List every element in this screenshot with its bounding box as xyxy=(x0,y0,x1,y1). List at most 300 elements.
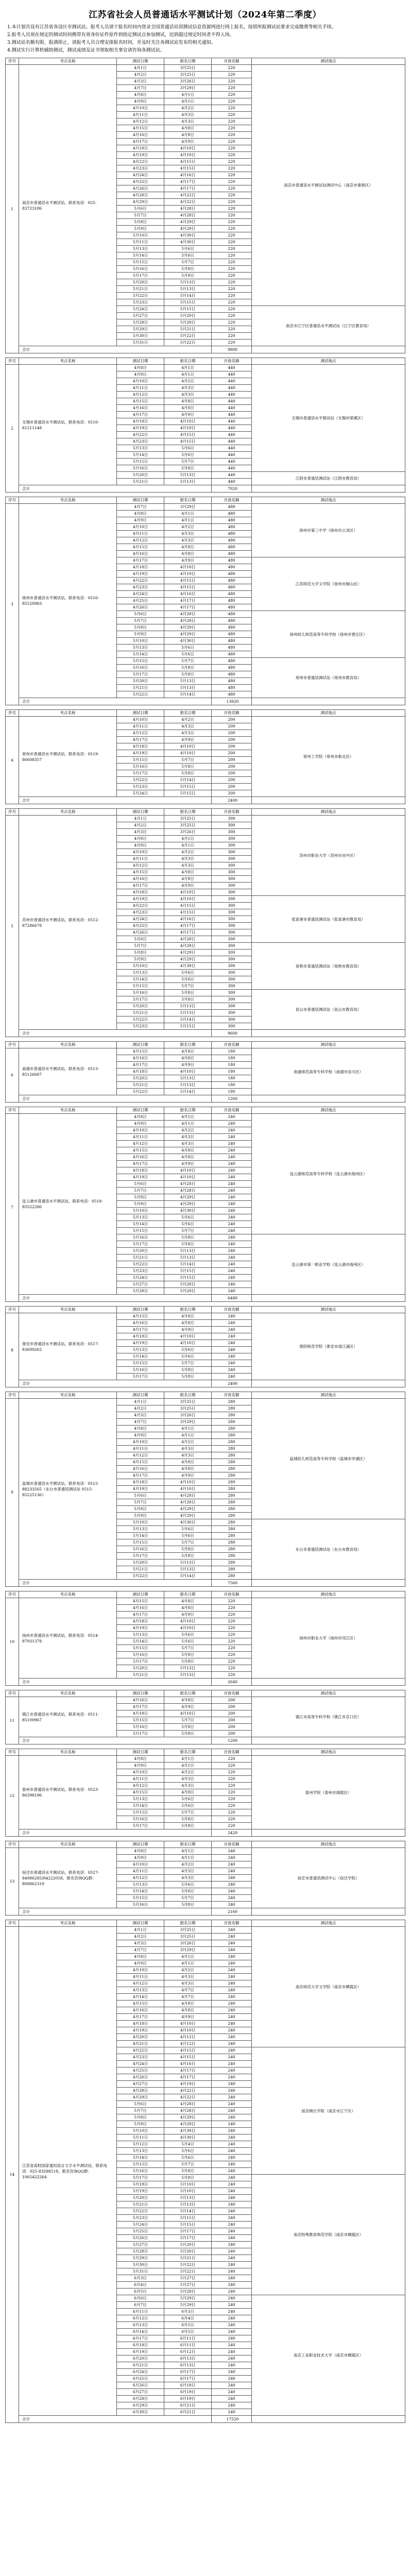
test-date: 5月30日 xyxy=(117,333,164,340)
quota: 240 xyxy=(212,2081,252,2088)
signup-date: 5月13日 xyxy=(164,2195,212,2201)
quota: 220 xyxy=(212,98,252,105)
test-date: 4月17日 xyxy=(117,412,164,418)
signup-date: 4月29日 xyxy=(164,631,212,638)
table-row xyxy=(6,1927,405,1934)
quota: 440 xyxy=(212,452,252,459)
total-blank xyxy=(252,346,405,353)
signup-date: 5月13日 xyxy=(164,1010,212,1016)
signup-date: 3月29日 xyxy=(164,504,212,511)
table-row xyxy=(6,1697,405,1704)
signup-date: 5月8日 xyxy=(164,2175,212,2181)
quota: 240 xyxy=(212,2248,252,2255)
test-date: 4月18日 xyxy=(117,1167,164,1174)
column-header: 考点名称 xyxy=(19,1749,117,1756)
signup-date: 5月6日 xyxy=(164,445,212,452)
column-header: 测试日期 xyxy=(117,1392,164,1399)
signup-date: 3月29日 xyxy=(164,1419,212,1426)
signup-date: 4月9日 xyxy=(164,1062,212,1069)
column-header: 考点名称 xyxy=(19,1107,117,1114)
quota: 200 xyxy=(212,750,252,757)
test-date: 4月11日 xyxy=(117,1446,164,1452)
signup-date: 4月29日 xyxy=(164,1513,212,1519)
test-venue: 江苏师范大学文学院（徐州市铜山区） xyxy=(252,557,405,611)
test-date: 5月6日 xyxy=(117,1493,164,1499)
quota: 240 xyxy=(212,1934,252,1940)
signup-date: 4月15日 xyxy=(164,2047,212,2054)
test-date: 5月16日 xyxy=(117,1367,164,1374)
test-date: 4月17日 xyxy=(117,2014,164,2021)
signup-date: 4月22日 xyxy=(164,2088,212,2094)
test-date: 5月22日 xyxy=(117,777,164,784)
column-header: 测试地点 xyxy=(252,58,405,65)
quota: 220 xyxy=(212,185,252,192)
signup-date: 4月29日 xyxy=(164,956,212,963)
test-date: 5月19日 xyxy=(117,2188,164,2195)
total-label: 合计 xyxy=(19,1295,212,1302)
test-date: 4月26日 xyxy=(117,929,164,936)
column-header: 序号 xyxy=(6,497,19,504)
test-date: 5月20日 xyxy=(117,1560,164,1566)
quota: 240 xyxy=(212,1980,252,1987)
quota: 480 xyxy=(212,544,252,551)
quota: 440 xyxy=(212,459,252,465)
quota: 200 xyxy=(212,1731,252,1737)
header-row xyxy=(6,710,405,717)
test-date: 4月17日 xyxy=(117,557,164,564)
signup-date: 5月6日 xyxy=(164,452,212,459)
quota: 300 xyxy=(212,923,252,929)
signup-date: 5月13日 xyxy=(164,678,212,685)
test-date: 4月8日 xyxy=(117,1114,164,1121)
quota: 280 xyxy=(212,1526,252,1533)
test-date: 5月10日 xyxy=(117,232,164,239)
quota: 240 xyxy=(212,1960,252,1967)
quota: 240 xyxy=(212,2141,252,2148)
signup-date: 4月3日 xyxy=(164,118,212,125)
test-date: 5月10日 xyxy=(117,963,164,970)
test-date: 5月6日 xyxy=(117,206,164,212)
column-header: 考点名称 xyxy=(19,1690,117,1697)
column-header: 报名日期 xyxy=(164,1591,212,1598)
column-header: 测试日期 xyxy=(117,1042,164,1048)
test-date: 5月17日 xyxy=(117,1374,164,1380)
quota: 240 xyxy=(212,2001,252,2007)
quota: 300 xyxy=(212,963,252,970)
column-header: 序号 xyxy=(6,1307,19,1313)
quota: 240 xyxy=(212,2382,252,2389)
quota: 220 xyxy=(212,239,252,246)
signup-date: 5月7日 xyxy=(164,658,212,665)
quota: 240 xyxy=(212,2067,252,2074)
signup-date: 4月28日 xyxy=(164,936,212,943)
quota: 240 xyxy=(212,1181,252,1188)
signup-date: 4月15日 xyxy=(164,165,212,172)
column-header: 测试地点 xyxy=(252,497,405,504)
quota: 240 xyxy=(212,2027,252,2034)
quota: 180 xyxy=(212,1082,252,1089)
signup-date: 4月1日 xyxy=(164,1121,212,1127)
signup-date: 5月13日 xyxy=(164,1248,212,1255)
signup-date: 6月4日 xyxy=(164,2315,212,2322)
quota: 240 xyxy=(212,1868,252,1875)
test-date: 4月16日 xyxy=(117,1605,164,1612)
schedule-table xyxy=(5,1591,405,1686)
signup-date: 4月8日 xyxy=(164,1055,212,1062)
quota: 240 xyxy=(212,1374,252,1380)
quota: 300 xyxy=(212,943,252,950)
test-date: 4月7日 xyxy=(117,1419,164,1426)
signup-date: 5月13日 xyxy=(164,1003,212,1010)
quota: 220 xyxy=(212,212,252,219)
quota: 200 xyxy=(212,1697,252,1704)
signup-date: 5月6日 xyxy=(164,2155,212,2161)
notes-block xyxy=(7,24,403,55)
signup-date: 5月6日 xyxy=(164,651,212,658)
signup-date: 5月6日 xyxy=(164,1796,212,1803)
signup-date: 4月9日 xyxy=(164,1704,212,1710)
quota: 220 xyxy=(212,118,252,125)
section-gap xyxy=(5,804,405,808)
table-row xyxy=(6,1598,405,1605)
quota: 240 xyxy=(212,1268,252,1275)
quota: 480 xyxy=(212,624,252,631)
signup-date: 5月15日 xyxy=(164,790,212,797)
signup-date: 4月8日 xyxy=(164,551,212,557)
quota: 240 xyxy=(212,1882,252,1888)
signup-date: 4月28日 xyxy=(164,2108,212,2114)
signup-date: 5月14日 xyxy=(164,1261,212,1268)
header-row xyxy=(6,58,405,65)
quota: 220 xyxy=(212,145,252,152)
quota: 240 xyxy=(212,1875,252,1882)
test-date: 5月25日 xyxy=(117,2228,164,2235)
test-date: 4月22日 xyxy=(117,159,164,165)
quota: 220 xyxy=(212,1605,252,1612)
schedule-table xyxy=(5,709,405,804)
signup-date: 4月10日 xyxy=(164,1333,212,1340)
quota: 300 xyxy=(212,816,252,822)
schedule-table xyxy=(5,1392,405,1587)
test-date: 4月18日 xyxy=(117,1069,164,1075)
quota: 200 xyxy=(212,717,252,723)
signup-date: 4月10日 xyxy=(164,1710,212,1717)
quota: 240 xyxy=(212,1248,252,1255)
schedule-table xyxy=(5,58,405,353)
test-date: 4月1日 xyxy=(117,65,164,72)
quota: 240 xyxy=(212,1275,252,1281)
column-header: 测试日期 xyxy=(117,497,164,504)
test-date: 5月17日 xyxy=(117,1731,164,1737)
schedule-table xyxy=(5,1306,405,1387)
quota: 240 xyxy=(212,1327,252,1333)
quota: 240 xyxy=(212,2168,252,2175)
quota: 280 xyxy=(212,1506,252,1513)
column-header: 考点名称 xyxy=(19,358,117,365)
quota: 300 xyxy=(212,896,252,903)
total-label: 合计 xyxy=(19,1908,212,1916)
test-venue: 昆山市普通话测试站（昆山市教育局） xyxy=(252,990,405,1030)
test-date: 4月9日 xyxy=(117,842,164,849)
test-date: 4月23日 xyxy=(117,165,164,172)
test-date: 5月15日 xyxy=(117,2161,164,2168)
quota: 220 xyxy=(212,105,252,112)
test-date: 5月23日 xyxy=(117,784,164,790)
quota: 280 xyxy=(212,1560,252,1566)
test-date: 5月17日 xyxy=(117,1553,164,1560)
column-header: 序号 xyxy=(6,1392,19,1399)
station-seq: 9 xyxy=(6,1399,19,1587)
table-row xyxy=(6,65,405,72)
quota: 300 xyxy=(212,849,252,856)
signup-date: 4月9日 xyxy=(164,557,212,564)
test-date: 5月20日 xyxy=(117,279,164,286)
test-date: 6月11日 xyxy=(117,2309,164,2315)
signup-date: 3月25日 xyxy=(164,822,212,829)
column-header: 测试地点 xyxy=(252,358,405,365)
test-date: 5月22日 xyxy=(117,293,164,299)
test-date: 5月13日 xyxy=(117,445,164,452)
quota: 280 xyxy=(212,1472,252,1479)
section-gap xyxy=(5,353,405,358)
table-row xyxy=(6,1114,405,1121)
test-date: 5月20日 xyxy=(117,472,164,479)
header-row xyxy=(6,1392,405,1399)
signup-date: 4月3日 xyxy=(164,1452,212,1459)
column-header: 测试日期 xyxy=(117,1307,164,1313)
test-venue: 连云港师范高等专科学校（连云港市海州区） xyxy=(252,1114,405,1234)
quota: 220 xyxy=(212,1776,252,1783)
test-date: 5月22日 xyxy=(117,2208,164,2215)
quota: 200 xyxy=(212,790,252,797)
quota: 220 xyxy=(212,1803,252,1809)
test-date: 5月16日 xyxy=(117,1816,164,1823)
test-date: 4月9日 xyxy=(117,1432,164,1439)
signup-date: 4月3日 xyxy=(164,1776,212,1783)
signup-date: 4月7日 xyxy=(164,1994,212,2001)
test-date: 4月23日 xyxy=(117,584,164,591)
signup-date: 4月3日 xyxy=(164,1141,212,1147)
quota: 440 xyxy=(212,432,252,438)
quota: 280 xyxy=(212,1493,252,1499)
signup-date: 4月17日 xyxy=(164,923,212,929)
quota: 240 xyxy=(212,1141,252,1147)
signup-date: 5月7日 xyxy=(164,1717,212,1724)
signup-date: 4月28日 xyxy=(164,1181,212,1188)
signup-date: 5月22日 xyxy=(164,340,212,346)
test-date: 5月15日 xyxy=(117,757,164,764)
station-section xyxy=(5,709,405,804)
test-date: 4月11日 xyxy=(117,1134,164,1141)
total-blank xyxy=(252,698,405,705)
quota: 240 xyxy=(212,1967,252,1974)
signup-date: 5月14日 xyxy=(164,2208,212,2215)
total-blank xyxy=(252,1030,405,1037)
header-row xyxy=(6,809,405,816)
test-date: 5月8日 xyxy=(117,624,164,631)
station-seq: 8 xyxy=(6,1313,19,1387)
quota: 440 xyxy=(212,365,252,371)
total-row xyxy=(6,1679,405,1686)
schedule-table xyxy=(5,358,405,493)
signup-date: 4月8日 xyxy=(164,1598,212,1605)
quota: 220 xyxy=(212,293,252,299)
quota: 480 xyxy=(212,658,252,665)
column-header: 考点名称 xyxy=(19,1591,117,1598)
signup-date: 4月10日 xyxy=(164,896,212,903)
signup-date: 4月7日 xyxy=(164,1987,212,1994)
signup-date: 4月1日 xyxy=(164,1954,212,1960)
signup-date: 4月1日 xyxy=(164,836,212,842)
quota: 440 xyxy=(212,371,252,378)
signup-date: 4月3日 xyxy=(164,537,212,544)
test-date: 4月19日 xyxy=(117,425,164,432)
quota: 240 xyxy=(212,2208,252,2215)
signup-date: 4月10日 xyxy=(164,1479,212,1486)
quota: 240 xyxy=(212,2108,252,2114)
signup-date: 4月15日 xyxy=(164,159,212,165)
signup-date: 5月8日 xyxy=(164,1241,212,1248)
signup-date: 4月29日 xyxy=(164,624,212,631)
signup-date: 5月27日 xyxy=(164,2282,212,2289)
test-date: 4月16日 xyxy=(117,1320,164,1327)
signup-date: 4月9日 xyxy=(164,883,212,889)
station-info: 南京市普通话水平测试站，联系电话：025-83723186 xyxy=(19,65,117,346)
quota: 240 xyxy=(212,2215,252,2222)
quota: 240 xyxy=(212,1353,252,1360)
signup-date: 4月15日 xyxy=(164,2054,212,2061)
test-date: 4月14日 xyxy=(117,1994,164,2001)
quota: 200 xyxy=(212,784,252,790)
test-date: 4月9日 xyxy=(117,1855,164,1861)
quota: 240 xyxy=(212,1927,252,1934)
test-date: 5月8日 xyxy=(117,1506,164,1513)
test-date: 4月10日 xyxy=(117,105,164,112)
signup-date: 5月6日 xyxy=(164,976,212,983)
test-venue: 泰州学院（泰州市海陵区） xyxy=(252,1756,405,1829)
quota: 300 xyxy=(212,1023,252,1030)
signup-date: 4月8日 xyxy=(164,1605,212,1612)
signup-date: 4月8日 xyxy=(164,2007,212,2014)
signup-date: 4月12日 xyxy=(164,2034,212,2041)
total-value: 2400 xyxy=(212,1380,252,1387)
quota: 200 xyxy=(212,770,252,777)
station-section xyxy=(5,358,405,493)
test-date: 5月14日 xyxy=(117,1803,164,1809)
test-date: 6月18日 xyxy=(117,2342,164,2349)
station-section xyxy=(5,58,405,353)
test-date: 5月13日 xyxy=(117,645,164,651)
test-date: 4月26日 xyxy=(117,604,164,611)
signup-date: 5月6日 xyxy=(164,1533,212,1539)
quota: 480 xyxy=(212,557,252,564)
test-venue: 淮阴师范学院（淮安市清江浦区） xyxy=(252,1313,405,1380)
signup-date: 5月6日 xyxy=(164,1347,212,1353)
column-header: 考点名称 xyxy=(19,1392,117,1399)
signup-date: 4月3日 xyxy=(164,385,212,392)
signup-date: 4月1日 xyxy=(164,1756,212,1762)
signup-date: 4月9日 xyxy=(164,1327,212,1333)
test-date: 4月18日 xyxy=(117,2021,164,2027)
quota: 240 xyxy=(212,1194,252,1201)
signup-date: 5月7日 xyxy=(164,1539,212,1546)
test-date: 4月19日 xyxy=(117,750,164,757)
test-venue: 徐州幼儿师范高等专科学校（徐州市贾汪区） xyxy=(252,611,405,658)
signup-date: 4月1日 xyxy=(164,1426,212,1432)
test-date: 5月16日 xyxy=(117,764,164,770)
quota: 240 xyxy=(212,1347,252,1353)
test-date: 5月17日 xyxy=(117,996,164,1003)
quota: 440 xyxy=(212,425,252,432)
station-info: 宿迁市普通话水平测试站，联系电话：0527-84986285/84222058，报名咨询QQ群：808862319 xyxy=(19,1848,117,1908)
signup-date: 4月2日 xyxy=(164,1127,212,1134)
quota: 280 xyxy=(212,1573,252,1580)
header-row xyxy=(6,1841,405,1848)
signup-date: 5月4日 xyxy=(164,2141,212,2148)
total-value: 7920 xyxy=(212,485,252,493)
station-info: 无锡市普通话水平测试站，联系电话：0510-81211148 xyxy=(19,365,117,485)
note-line: 4.测试实行计算机辅助测试，测试成绩及证书领取相关事宜请咨询各测试站。 xyxy=(7,48,165,53)
signup-date: 4月28日 xyxy=(164,206,212,212)
quota: 280 xyxy=(212,1405,252,1412)
signup-date: 4月2日 xyxy=(164,1769,212,1776)
column-header: 测试日期 xyxy=(117,1841,164,1848)
signup-date: 6月17日 xyxy=(164,2369,212,2376)
test-date: 4月23日 xyxy=(117,909,164,916)
test-date: 4月10日 xyxy=(117,378,164,385)
note-line: 3.测试站名额有限，报满即止，请报考人员合理安排报名时间，并及时关注各测试站发布的相关通知。 xyxy=(7,40,216,45)
quota: 240 xyxy=(212,2195,252,2201)
signup-date: 3月25日 xyxy=(164,1405,212,1412)
test-date: 5月14日 xyxy=(117,1533,164,1539)
test-date: 6月28日 xyxy=(117,2396,164,2402)
test-date: 4月20日 xyxy=(117,2034,164,2041)
signup-date: 4月10日 xyxy=(164,1069,212,1075)
signup-date: 5月13日 xyxy=(164,1566,212,1573)
quota: 280 xyxy=(212,1459,252,1466)
signup-date: 4月30日 xyxy=(164,2134,212,2141)
quota: 240 xyxy=(212,1147,252,1154)
signup-date: 5月13日 xyxy=(164,1255,212,1261)
quota: 220 xyxy=(212,1809,252,1816)
signup-date: 4月3日 xyxy=(164,862,212,869)
station-info: 连云港市普通话水平测试站，联系电话：0518-85522286 xyxy=(19,1114,117,1295)
total-value: 2400 xyxy=(212,797,252,804)
test-date: 4月8日 xyxy=(117,1848,164,1855)
signup-date: 4月10日 xyxy=(164,2021,212,2027)
quota: 240 xyxy=(212,2275,252,2282)
test-date: 5月17日 xyxy=(117,1823,164,1829)
signup-date: 5月15日 xyxy=(164,1268,212,1275)
total-row xyxy=(6,2416,405,2423)
test-date: 4月19日 xyxy=(117,1486,164,1493)
quota: 300 xyxy=(212,983,252,990)
quota: 200 xyxy=(212,764,252,770)
signup-date: 4月1日 xyxy=(164,1114,212,1121)
quota: 240 xyxy=(212,2222,252,2228)
total-blank xyxy=(252,1095,405,1103)
quota: 440 xyxy=(212,445,252,452)
test-date: 4月23日 xyxy=(117,438,164,445)
signup-date: 5月17日 xyxy=(164,2228,212,2235)
quota: 300 xyxy=(212,909,252,916)
signup-date: 4月10日 xyxy=(164,2027,212,2034)
test-date: 4月18日 xyxy=(117,1333,164,1340)
station-seq: 3 xyxy=(6,504,19,705)
signup-date: 4月10日 xyxy=(164,425,212,432)
quota: 240 xyxy=(212,2175,252,2181)
test-date: 4月16日 xyxy=(117,1466,164,1472)
